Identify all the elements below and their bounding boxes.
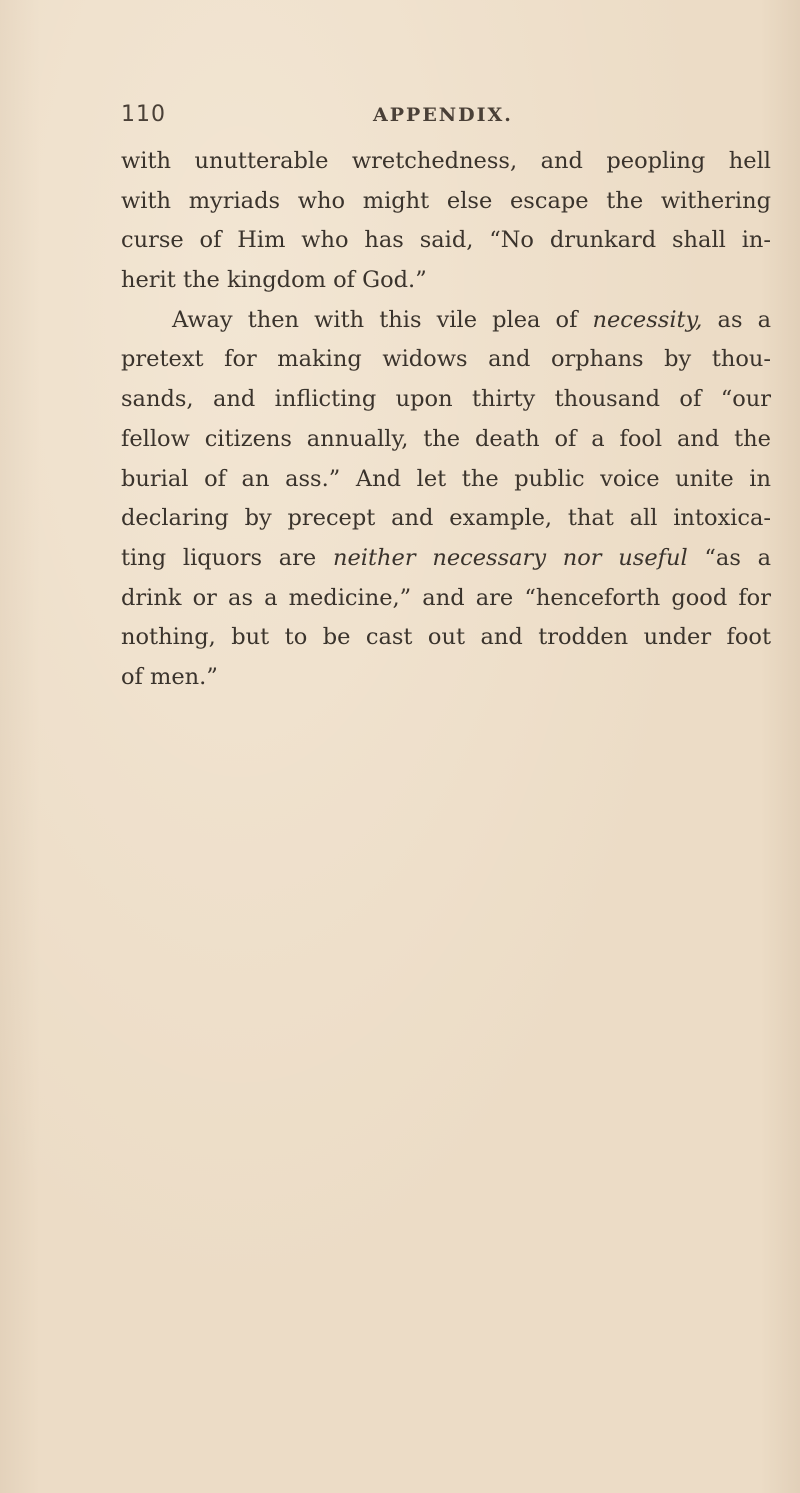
body-text — [121, 142, 771, 698]
text-segment: Away then with this vile plea of — [172, 306, 578, 333]
text-line: nothing, but to be cast out and trodden under foot — [121, 624, 771, 651]
page-number: 110 — [121, 102, 166, 127]
text-segment: as a — [717, 306, 771, 333]
text-line: with unutterable wretchedness, and peopling hell — [121, 148, 771, 174]
text-line: curse of Him who has said, “No drunkard shall in- — [121, 227, 771, 254]
text-line: pretext for making widows and orphans by thou- — [121, 346, 771, 373]
text-line: declaring by precept and example, that all intoxica- — [121, 505, 771, 532]
text-line: of men.” — [121, 663, 218, 690]
text-line: drink or as a medicine,” and are “henceforth good for — [121, 584, 771, 611]
italic-text: necessity, — [592, 306, 703, 333]
text-line: with myriads who might else escape the withering — [121, 187, 771, 214]
text-line: herit the kingdom of God.” — [121, 267, 427, 294]
text-segment: ting liquors are — [121, 544, 317, 571]
text-line: sands, and inflicting upon thirty thousand of “our — [121, 386, 771, 413]
text-segment: “as a — [704, 544, 772, 571]
running-head — [121, 102, 771, 136]
text-line — [121, 539, 771, 579]
text-line-paragraph-start — [121, 301, 771, 341]
italic-text: neither necessary nor useful — [332, 544, 688, 571]
text-line: burial of an ass.” And let the public voice unite in — [121, 465, 771, 492]
running-title: APPENDIX. — [373, 104, 513, 126]
text-line: fellow citizens annually, the death of a fool and the — [121, 425, 771, 452]
